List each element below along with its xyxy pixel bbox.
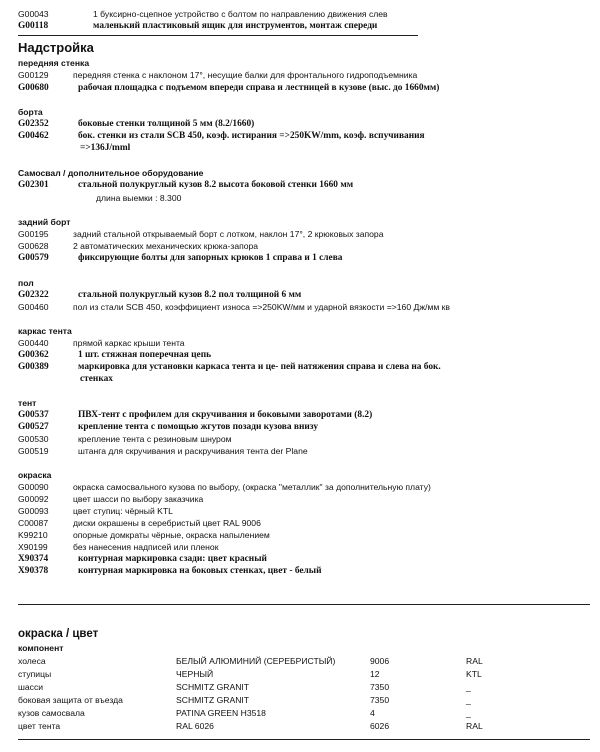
item-code: G00680	[18, 83, 49, 93]
item-text: крепление тента с резиновым шнуром	[78, 434, 232, 444]
item-text: боковые стенки толщиной 5 мм (8.2/1660)	[78, 119, 255, 129]
color-system-cell: RAL	[466, 721, 483, 731]
item-code: G02322	[18, 290, 49, 300]
color-name-cell: БЕЛЫЙ АЛЮМИНИЙ (СЕРЕБРИСТЫЙ)	[176, 656, 336, 666]
item-text: 1 шт. стяжная поперечная цепь	[78, 350, 212, 360]
color-number-cell: 12	[370, 669, 380, 679]
item-code: G00093	[18, 506, 49, 516]
item-text: бок. стенки из стали SCB 450, коэф. истирания =>250KW/mm, коэф. вспучивания	[78, 131, 425, 141]
item-text: ПВХ-тент с профилем для скручивания и боковыми заворотами (8.2)	[78, 410, 373, 420]
color-system-cell: _	[466, 695, 471, 705]
color-table-title: окраска / цвет	[18, 628, 99, 640]
item-code: G02301	[18, 180, 49, 190]
item-text: стальной полукруглый кузов 8.2 высота боковой стенки 1660 мм	[78, 180, 354, 190]
item-code: K99210	[18, 530, 48, 540]
item-code: G00440	[18, 338, 49, 348]
item-code: G00092	[18, 494, 49, 504]
item-code: G00462	[18, 131, 49, 141]
item-code: G00530	[18, 434, 49, 444]
item-code: G00579	[18, 253, 49, 263]
item-code: X90378	[18, 566, 49, 576]
item-text: цвет ступиц: чёрный KTL	[73, 506, 173, 516]
color-system-cell: _	[466, 708, 471, 718]
item-text: передняя стенка с наклоном 17°, несущие балки для фронтального гидроподъемника	[73, 70, 418, 80]
section-title: задний борт	[18, 217, 71, 227]
color-number-cell: 9006	[370, 656, 390, 666]
item-text: длина выемки : 8.300	[96, 193, 182, 203]
color-number-cell: 4	[370, 708, 375, 718]
color-name-cell: SCHMITZ GRANIT	[176, 695, 250, 705]
item-text: маленький пластиковый ящик для инструментов, монтаж спереди	[93, 21, 378, 31]
item-text: стенках	[80, 374, 113, 384]
color-table-subtitle: компонент	[18, 643, 64, 653]
section-title: окраска	[18, 470, 52, 480]
item-code: G00362	[18, 350, 49, 360]
item-code: G00527	[18, 422, 49, 432]
item-text: без нанесения надписей или пленок	[73, 542, 219, 552]
color-name-cell: ЧЕРНЫЙ	[176, 669, 214, 679]
item-text: стальной полукруглый кузов 8.2 пол толщиной 6 мм	[78, 290, 302, 300]
color-number-cell: 7350	[370, 682, 390, 692]
item-text: задний стальной открываемый борт с лотком, наклон 17°, 2 крюковых запора	[73, 229, 384, 239]
component-cell: цвет тента	[18, 721, 61, 731]
color-name-cell: SCHMITZ GRANIT	[176, 682, 250, 692]
bottom-divider	[18, 739, 590, 740]
section-title: Самосвал / дополнительное оборудование	[18, 168, 204, 178]
section-title: передняя стенка	[18, 58, 90, 68]
item-text: 2 автоматических механических крюка-запора	[73, 241, 259, 251]
item-text: окраска самосвального кузова по выбору, (окраска "металлик" за дополнительную плату)	[73, 482, 431, 492]
item-text: =>136J/mml	[80, 143, 131, 153]
item-text: штанга для скручивания и раскручивания тента der Plane	[78, 446, 308, 456]
color-system-cell: RAL	[466, 656, 483, 666]
section-heading: Надстройка	[18, 40, 94, 55]
item-code: G00537	[18, 410, 49, 420]
section-title: борта	[18, 107, 43, 117]
section-title: каркас тента	[18, 326, 72, 336]
item-text: контурная маркировка на боковых стенках, цвет - белый	[78, 566, 322, 576]
component-cell: кузов самосвала	[18, 708, 85, 718]
item-code: G00389	[18, 362, 49, 372]
item-text: опорные домкраты чёрные, окраска напылением	[73, 530, 270, 540]
color-system-cell: KTL	[466, 669, 482, 679]
item-code: C00087	[18, 518, 49, 528]
item-code: G00195	[18, 229, 49, 239]
item-code: G00628	[18, 241, 49, 251]
item-code: G00460	[18, 302, 49, 312]
item-code: G00043	[18, 9, 49, 19]
item-text: рабочая площадка с подъемом впереди справа и лестницей в кузове (выс. до 1660мм)	[78, 83, 440, 93]
color-number-cell: 6026	[370, 721, 390, 731]
item-code: X90199	[18, 542, 48, 552]
top-divider	[18, 35, 418, 36]
section-title: пол	[18, 278, 34, 288]
item-code: G00129	[18, 70, 49, 80]
item-text: крепление тента с помощью жгутов позади кузова внизу	[78, 422, 319, 432]
item-code: G00519	[18, 446, 49, 456]
color-number-cell: 7350	[370, 695, 390, 705]
item-text: маркировка для установки каркаса тента и це- пей натяжения справа и слева на бок.	[78, 362, 441, 372]
item-code: G00090	[18, 482, 49, 492]
item-text: пол из стали SCB 450, коэффициент износа =>250KW/мм и ударной вязкости =>160 Дж/мм кв	[73, 302, 450, 312]
item-text: фиксирующие болты для запорных крюков 1 справа и 1 слева	[78, 253, 343, 263]
color-system-cell: _	[466, 682, 471, 692]
item-text: цвет шасси по выбору заказчика	[73, 494, 204, 504]
item-text: контурная маркировка сзади: цвет красный	[78, 554, 267, 564]
item-text: диски окрашены в серебристый цвет RAL 9006	[73, 518, 261, 528]
item-text: 1 буксирно-сцепное устройство с болтом по направлению движения слев	[93, 9, 388, 19]
item-text: прямой каркас крыши тента	[73, 338, 185, 348]
section-divider	[18, 604, 590, 605]
item-code: X90374	[18, 554, 49, 564]
item-code: G00118	[18, 21, 49, 31]
component-cell: шасси	[18, 682, 44, 692]
color-name-cell: RAL 6026	[176, 721, 214, 731]
section-title: тент	[18, 398, 37, 408]
component-cell: ступицы	[18, 669, 52, 679]
item-code: G02352	[18, 119, 49, 129]
color-name-cell: PATINA GREEN H3518	[176, 708, 266, 718]
component-cell: холеса	[18, 656, 46, 666]
component-cell: боковая защита от въезда	[18, 695, 123, 705]
